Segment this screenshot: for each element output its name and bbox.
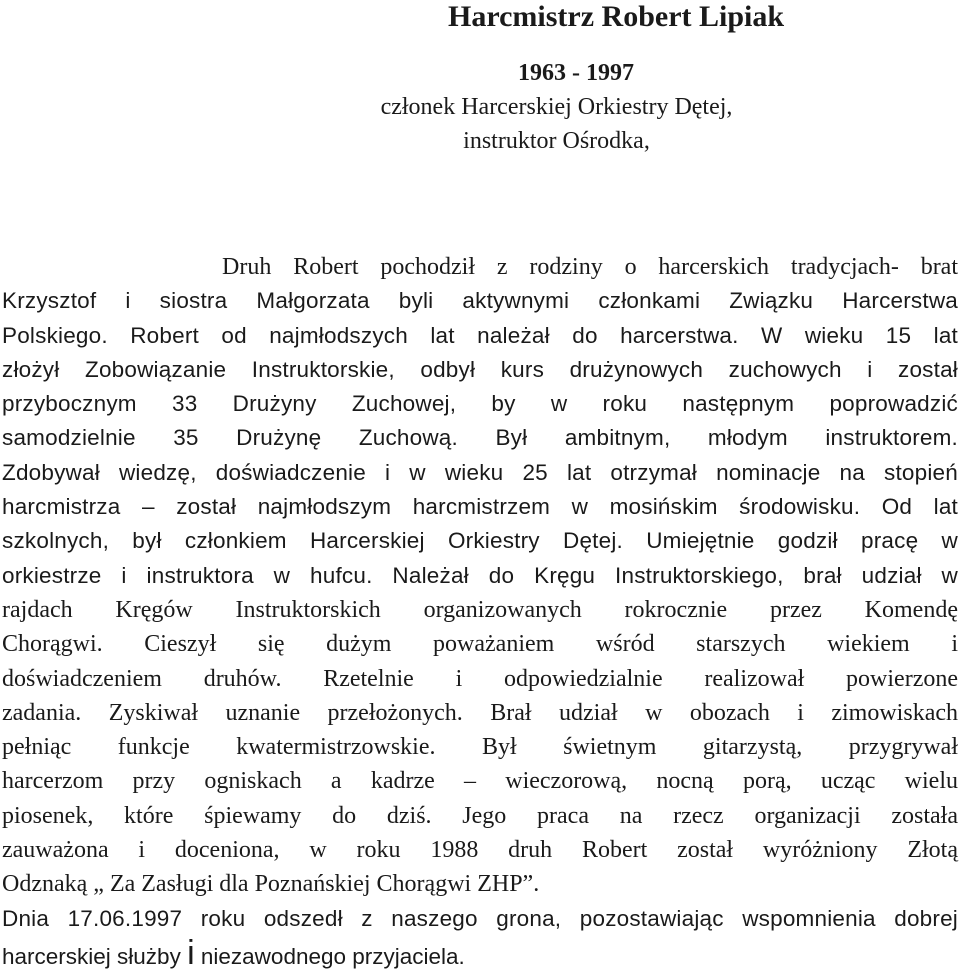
- biography-text: [2, 250, 958, 970]
- body-line: doświadczeniem druhów. Rzetelnie i odpowiedzialnie realizował powierzone: [2, 665, 958, 692]
- body-line: piosenek, które śpiewamy do dziś. Jego praca na rzecz organizacji została: [2, 802, 958, 829]
- closing-line: [2, 933, 958, 972]
- body-line: Odznaką „ Za Zasługi dla Poznańskiej Chorągwi ZHP”.: [2, 871, 540, 898]
- body-line: przybocznym 33 Drużyny Zuchowej, by w roku następnym poprowadzić: [2, 391, 958, 417]
- body-line: Druh Robert pochodził z rodziny o harcerskich tradycjach- brat: [222, 254, 958, 280]
- body-line: Krzysztof i siostra Małgorzata byli aktywnymi członkami Związku Harcerstwa: [2, 288, 958, 314]
- role-line-2: instruktor Ośrodka,: [463, 128, 650, 154]
- document-title: Harcmistrz Robert Lipiak: [448, 0, 785, 33]
- closing-text-part1: harcerskiej służby: [2, 943, 188, 969]
- body-line: harcerzom przy ogniskach a kadrze – wieczorową, nocną porą, ucząc wielu: [2, 768, 958, 795]
- body-line: Zdobywał wiedzę, doświadczenie i w wieku 25 lat otrzymał nominacje na stopień: [2, 459, 958, 485]
- body-line: harcmistrza – został najmłodszym harcmistrzem w mosińskim środowisku. Od lat: [2, 494, 958, 520]
- life-years: 1963 - 1997: [518, 60, 634, 86]
- closing-big-letter: i: [187, 933, 195, 972]
- body-line: samodzielnie 35 Drużynę Zuchową. Był ambitnym, młodym instruktorem.: [2, 425, 958, 451]
- body-line: Dnia 17.06.1997 roku odszedł z naszego grona, pozostawiając wspomnienia dobrej: [2, 905, 958, 931]
- role-line-1: członek Harcerskiej Orkiestry Dętej,: [380, 94, 733, 120]
- body-line: rajdach Kręgów Instruktorskich organizowanych rokrocznie przez Komendę: [2, 596, 958, 623]
- body-line: Polskiego. Robert od najmłodszych lat należał do harcerstwa. W wieku 15 lat: [2, 322, 958, 348]
- body-line: zauważona i doceniona, w roku 1988 druh Robert został wyróżniony Złotą: [2, 837, 958, 864]
- closing-text-part2: niezawodnego przyjaciela.: [194, 943, 465, 969]
- body-line: zadania. Zyskiwał uznanie przełożonych. Brał udział w obozach i zimowiskach: [2, 699, 958, 726]
- body-line: pełniąc funkcje kwatermistrzowskie. Był świetnym gitarzystą, przygrywał: [2, 734, 958, 761]
- body-line: złożył Zobowiązanie Instruktorskie, odbył kurs drużynowych zuchowych i został: [2, 356, 958, 382]
- body-line: szkolnych, był członkiem Harcerskiej Orkiestry Dętej. Umiejętnie godził pracę w: [2, 528, 958, 554]
- body-line: Chorągwi. Cieszył się dużym poważaniem wśród starszych wiekiem i: [2, 631, 958, 658]
- body-line: orkiestrze i instruktora w hufcu. Należał do Kręgu Instruktorskiego, brał udział w: [2, 562, 958, 588]
